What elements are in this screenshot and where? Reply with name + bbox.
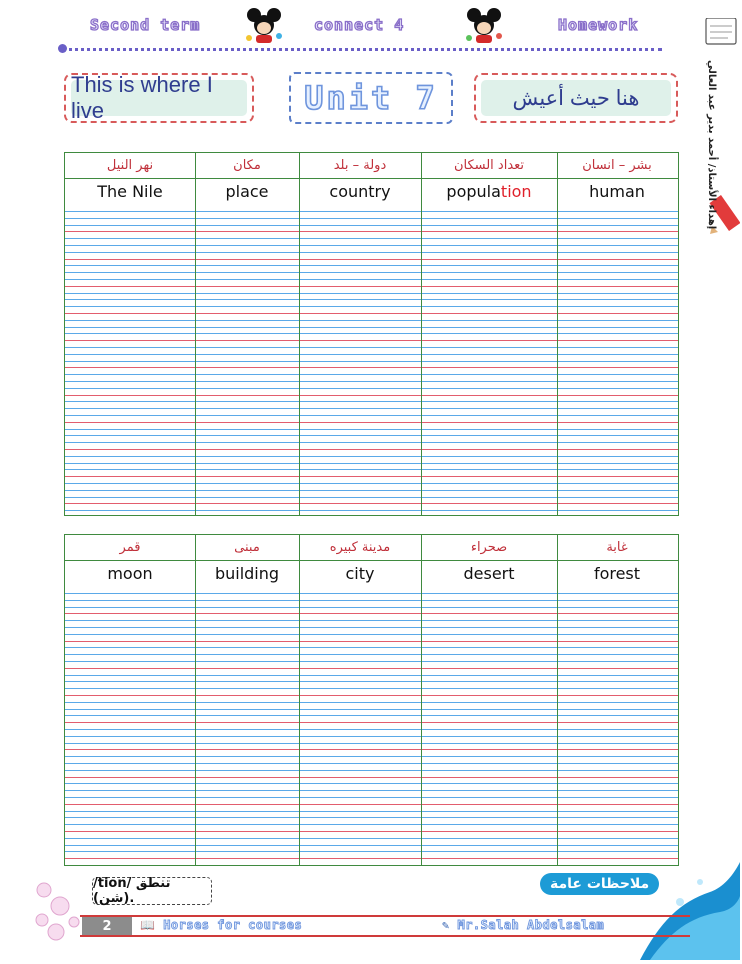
t1-ar-5: بشر – انسان (582, 158, 652, 173)
writing-rule-line (65, 381, 678, 382)
writing-rule-line (65, 469, 678, 470)
footer-author-text: Mr.Salah Abdelsalam (457, 918, 605, 932)
t1-ar-3: دولة – بلد (333, 158, 387, 173)
t2-en-5: forest (593, 564, 641, 583)
writing-rule-line (65, 729, 678, 730)
t2-en-1: moon (107, 564, 153, 583)
t1-en-3: country (329, 182, 391, 201)
writing-rule-line (65, 709, 678, 710)
writing-rule-line (65, 503, 678, 504)
writing-rule-line (65, 777, 678, 778)
mickey-mascot-icon (244, 6, 284, 46)
writing-rule-line (65, 476, 678, 477)
writing-rule-line (65, 736, 678, 737)
writing-rule-line (65, 320, 678, 321)
writing-rule-line (65, 851, 678, 852)
vocab-table-1-english-row (65, 178, 678, 205)
writing-rule-line (65, 395, 678, 396)
writing-rule-line (65, 340, 678, 341)
writing-rule-line (65, 252, 678, 253)
writing-rule-line (65, 354, 678, 355)
writing-rule-line (65, 313, 678, 314)
header-homework: Homework (558, 16, 639, 34)
footer-author (442, 918, 604, 932)
vocab-table-1 (64, 152, 679, 516)
t1-ar-2: مكان (233, 158, 261, 173)
writing-rule-line (65, 790, 678, 791)
t1-en-4-suffix: tion (500, 182, 532, 201)
side-caption: إهداء الأستاذ/ أحمد بدير عبد العالي (706, 60, 717, 230)
mickey-mascot-icon-2 (464, 6, 504, 46)
writing-rule-line (65, 770, 678, 771)
t1-header-divider (65, 178, 678, 179)
writing-rule-line (65, 620, 678, 621)
vocab-table-2-arabic-row (65, 535, 678, 560)
t1-writing-lines (65, 205, 678, 515)
writing-rule-line (65, 641, 678, 642)
writing-rule-line (65, 702, 678, 703)
writing-rule-line (65, 306, 678, 307)
writing-rule-line (65, 743, 678, 744)
footer-slogan-text: Horses for courses (163, 918, 303, 932)
writing-rule-line (65, 435, 678, 436)
writing-rule-line (65, 811, 678, 812)
t1-en-4 (421, 178, 557, 205)
t1-en-4-stem: popula (446, 182, 501, 201)
writing-rule-line (65, 607, 678, 608)
t2-ar-3: مدينة كبيره (329, 540, 391, 555)
writing-rule-line (65, 688, 678, 689)
writing-rule-line (65, 675, 678, 676)
writing-rule-line (65, 858, 678, 859)
writing-rule-line (65, 831, 678, 832)
writing-rule-line (65, 715, 678, 716)
t1-ar-4: تعداد السكان (453, 158, 525, 173)
writing-rule-line (65, 415, 678, 416)
writing-rule-line (65, 408, 678, 409)
pen-icon: ✎ (442, 918, 450, 932)
writing-rule-line (65, 388, 678, 389)
writing-rule-line (65, 299, 678, 300)
writing-rule-line (65, 429, 678, 430)
writing-rule-line (65, 661, 678, 662)
page-number: 2 (82, 917, 132, 935)
t1-en-2: place (225, 182, 269, 201)
writing-rule-line (65, 817, 678, 818)
lesson-title-ar: هنا حيث أعيش (481, 80, 671, 116)
writing-rule-line (65, 327, 678, 328)
writing-rule-line (65, 279, 678, 280)
vocab-table-2-english-row (65, 560, 678, 587)
header-term: Second term (90, 16, 201, 34)
writing-rule-line (65, 272, 678, 273)
writing-rule-line (65, 797, 678, 798)
t2-col-divider (557, 535, 558, 865)
t2-en-4: desert (463, 564, 515, 583)
writing-rule-line (65, 293, 678, 294)
t1-col-divider (299, 153, 300, 515)
header-dotted-rule (62, 48, 662, 51)
writing-rule-line (65, 347, 678, 348)
writing-rule-line (65, 449, 678, 450)
writing-rule-line (65, 756, 678, 757)
vocab-table-2 (64, 534, 679, 866)
writing-rule-line (65, 456, 678, 457)
writing-rule-line (65, 238, 678, 239)
t1-en-1: The Nile (97, 182, 163, 201)
writing-rule-line (65, 245, 678, 246)
t1-col-divider (557, 153, 558, 515)
t2-col-divider (421, 535, 422, 865)
writing-rule-line (65, 749, 678, 750)
t2-ar-2: مبنى (234, 540, 260, 555)
writing-rule-line (65, 286, 678, 287)
vocab-table-1-arabic-row (65, 153, 678, 178)
lesson-title-en: This is where I live (71, 80, 247, 116)
writing-rule-line (65, 593, 678, 594)
writing-rule-line (65, 804, 678, 805)
writing-rule-line (65, 634, 678, 635)
t2-ar-5: غابة (606, 540, 628, 555)
writing-rule-line (65, 259, 678, 260)
writing-rule-line (65, 422, 678, 423)
t2-ar-4: صحراء (470, 540, 508, 555)
t2-writing-lines (65, 587, 678, 865)
t2-header-divider (65, 560, 678, 561)
t2-ar-1: قمر (119, 540, 141, 555)
writing-rule-line (65, 647, 678, 648)
writing-rule-line (65, 497, 678, 498)
writing-rule-line (65, 613, 678, 614)
t1-col-divider (421, 153, 422, 515)
writing-rule-line (65, 845, 678, 846)
writing-rule-line (65, 231, 678, 232)
bubbles-decoration-icon (30, 870, 90, 950)
writing-rule-line (65, 333, 678, 334)
writing-rule-line (65, 681, 678, 682)
book-icon: 📖 (140, 918, 156, 932)
writing-rule-line (65, 265, 678, 266)
writing-rule-line (65, 401, 678, 402)
writing-rule-line (65, 490, 678, 491)
writing-rule-line (65, 600, 678, 601)
writing-rule-line (65, 783, 678, 784)
lesson-title-ar-box (474, 73, 678, 123)
writing-rule-line (65, 463, 678, 464)
writing-rule-line (65, 510, 678, 511)
t2-col-divider (195, 535, 196, 865)
writing-rule-line (65, 627, 678, 628)
t1-en-5: human (589, 182, 645, 201)
header-book: connect 4 (314, 16, 405, 34)
pronunciation-note: /tion/ تنطق (شن). (92, 877, 212, 905)
writing-rule-line (65, 824, 678, 825)
writing-rule-line (65, 668, 678, 669)
writing-rule-line (65, 695, 678, 696)
writing-rule-line (65, 722, 678, 723)
writing-rule-line (65, 218, 678, 219)
writing-rule-line (65, 763, 678, 764)
footer-slogan (140, 918, 302, 932)
writing-rule-line (65, 442, 678, 443)
unit-title: Unit 7 (289, 72, 453, 124)
writing-rule-line (65, 361, 678, 362)
writing-rule-line (65, 211, 678, 212)
general-notes-label: ملاحظات عامة (540, 873, 659, 895)
t2-en-2: building (214, 564, 280, 583)
t2-en-3: city (345, 564, 375, 583)
writing-rule-line (65, 654, 678, 655)
t1-col-divider (195, 153, 196, 515)
writing-rule-line (65, 367, 678, 368)
t1-ar-1: نهر النيل (106, 158, 154, 173)
writing-rule-line (65, 374, 678, 375)
t2-col-divider (299, 535, 300, 865)
writing-rule-line (65, 483, 678, 484)
writing-rule-line (65, 838, 678, 839)
lesson-title-en-box (64, 73, 254, 123)
writing-rule-line (65, 225, 678, 226)
